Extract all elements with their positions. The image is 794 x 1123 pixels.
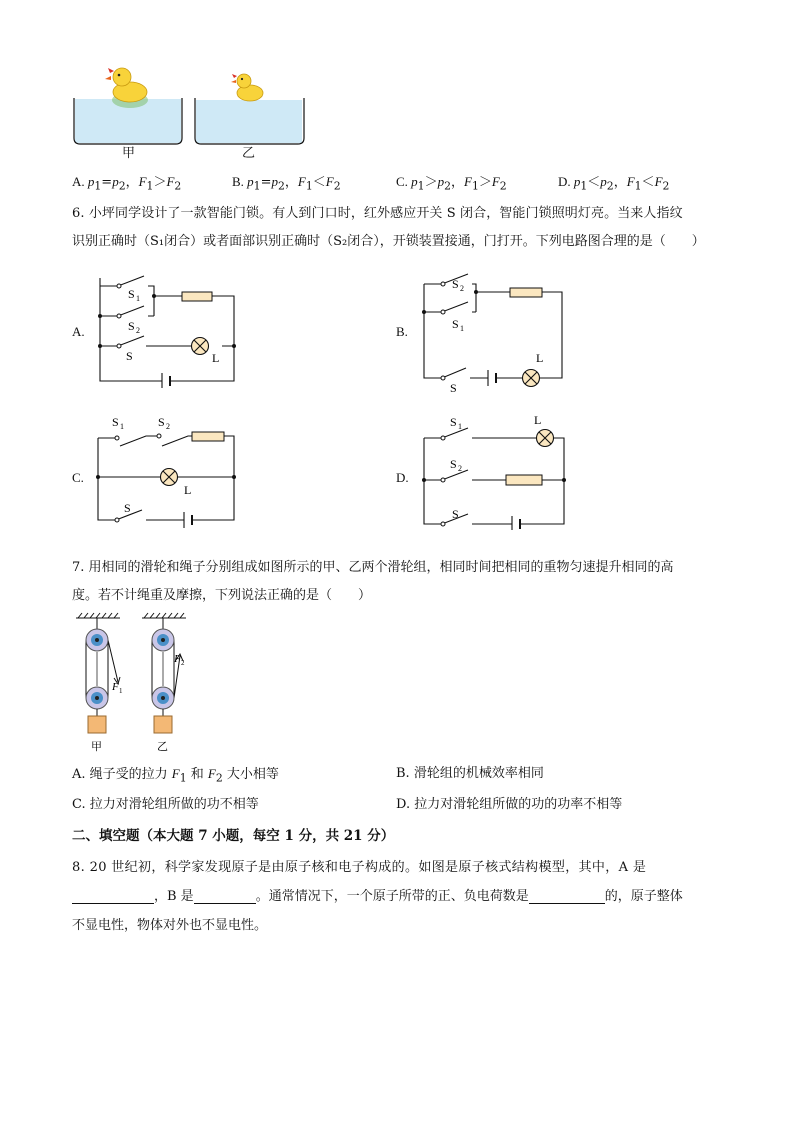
circuit-b-letter[interactable]: B.: [396, 324, 408, 339]
label-s: S: [450, 381, 457, 392]
label-l: L: [534, 413, 542, 427]
svg-text:2: 2: [136, 326, 140, 335]
answer-blank-c[interactable]: [529, 889, 605, 904]
label-s2: S: [158, 415, 165, 429]
circuit-d-letter[interactable]: D.: [396, 470, 409, 485]
label-l: L: [184, 483, 192, 497]
svg-text:1: 1: [119, 687, 123, 695]
svg-text:2: 2: [460, 284, 464, 293]
q5-option-d[interactable]: D. $p_1<p_2$，$F_1<F_2$: [558, 174, 670, 193]
label-s2: S: [452, 277, 459, 291]
svg-text:2: 2: [458, 464, 462, 473]
svg-text:1: 1: [136, 294, 140, 303]
q7-stem-line2: 度。若不计绳重及摩擦，下列说法正确的是（ ）: [72, 588, 372, 603]
q7-option-b[interactable]: B. 滑轮组的机械效率相同: [396, 766, 544, 781]
circuit-b: [414, 262, 574, 392]
lamp-icon: [523, 370, 540, 387]
answer-blank-b[interactable]: [194, 889, 256, 904]
duck-icon: [231, 74, 263, 101]
q5-option-c[interactable]: C. $p_1>p_2$，$F_1>F_2$: [396, 174, 507, 193]
label-s: S: [124, 501, 131, 515]
svg-text:2: 2: [166, 422, 170, 431]
circuit-a-letter[interactable]: A.: [72, 324, 85, 339]
q8-line1: 8. 20 世纪初，科学家发现原子是由原子核和电子构成的。如图是原子核式结构模型，其中，A 是: [72, 860, 647, 875]
label-s1: S: [128, 287, 135, 301]
circuit-d: [414, 406, 574, 530]
pulley-systems-figure: [70, 612, 210, 754]
circuit-c-letter[interactable]: C.: [72, 470, 84, 485]
cup-label-jia: 甲: [122, 146, 136, 161]
label-s1: S: [450, 415, 457, 429]
section-heading: 二、填空题（本大题 7 小题，每空 1 分，共 21 分）: [72, 828, 395, 844]
q7-option-c[interactable]: C. 拉力对滑轮组所做的功不相等: [72, 797, 259, 812]
q5-cups-figure: [70, 62, 310, 162]
label-s2: S: [128, 319, 135, 333]
answer-blank-a[interactable]: [72, 889, 154, 904]
q6-stem-line1: 6. 小坪同学设计了一款智能门锁。有人到门口时，红外感应开关 S 闭合，智能门锁照明灯亮。当来人指纹: [72, 206, 683, 221]
q5-option-b[interactable]: B. $p_1=p_2$，$F_1<F_2$: [232, 174, 341, 193]
svg-text:1: 1: [460, 324, 464, 333]
label-s: S: [452, 507, 459, 521]
q7-stem-line1: 7. 用相同的滑轮和绳子分别组成如图所示的甲、乙两个滑轮组，相同时间把相同的重物匀速提升相同的高: [72, 560, 674, 575]
svg-text:2: 2: [181, 659, 185, 667]
q5-option-a[interactable]: A. $p_1=p_2$，$F_1>F_2$: [72, 174, 182, 193]
force-f2-label: F: [174, 653, 181, 665]
pulley-system-yi: [152, 618, 183, 733]
pulley-system-jia: [86, 618, 120, 733]
pulley-label-yi: 乙: [157, 741, 168, 753]
svg-text:1: 1: [458, 422, 462, 431]
q7-option-a[interactable]: A. 绳子受的拉力 $F_1$ 和 $F_2$ 大小相等: [72, 766, 279, 785]
q8-line2: ，B 是 。通常情况下，一个原子所带的正、负电荷数是 的，原子整体: [72, 889, 683, 904]
q6-stem-line2: 识别正确时（S₁闭合）或者面部识别正确时（S₂闭合），开锁装置接通，门打开。下列电路图合理的是（ ）: [72, 234, 705, 249]
label-s1: S: [452, 317, 459, 331]
cup-label-yi: 乙: [242, 146, 256, 161]
label-l: L: [536, 351, 544, 365]
circuit-a: [92, 268, 252, 388]
q7-option-d[interactable]: D. 拉力对滑轮组所做的功的功率不相等: [396, 797, 623, 812]
label-s1: S: [112, 415, 119, 429]
circuit-c: [88, 408, 248, 528]
force-f1-label: F: [112, 681, 119, 693]
q8-line3: 不显电性，物体对外也不显电性。: [72, 918, 268, 933]
pulley-label-jia: 甲: [91, 741, 102, 753]
lamp-icon: [192, 338, 209, 355]
lamp-icon: [161, 469, 178, 486]
lamp-icon: [537, 430, 554, 447]
svg-text:1: 1: [120, 422, 124, 431]
label-s2: S: [450, 457, 457, 471]
label-l: L: [212, 351, 220, 365]
cup-yi: [195, 98, 304, 144]
label-s: S: [126, 349, 133, 363]
